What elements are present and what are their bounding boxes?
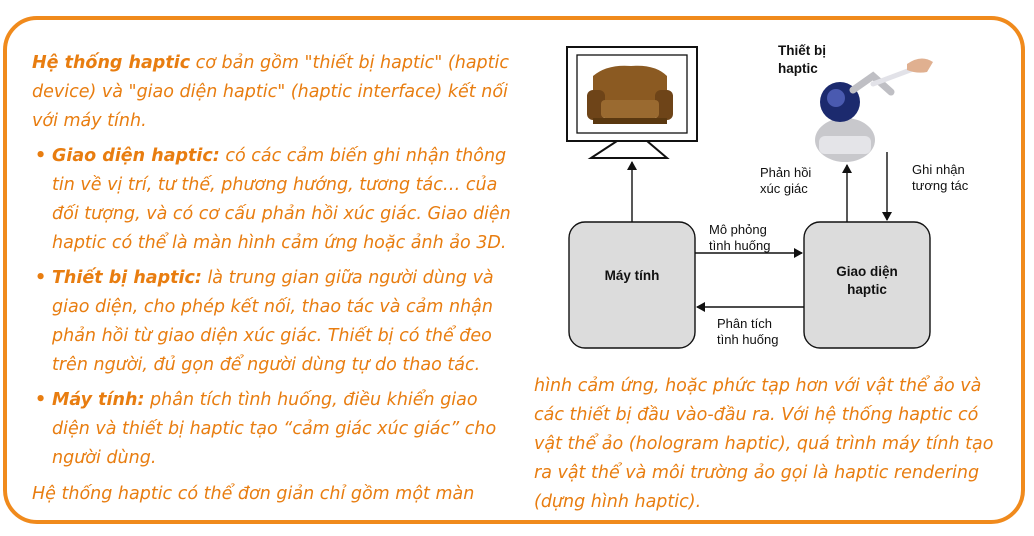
intro-paragraph	[32, 49, 512, 136]
feedback-label-line1: Phản hồi	[760, 165, 812, 180]
bullet-item-device	[32, 264, 512, 380]
simulate-label-line2: tình huống	[709, 238, 771, 253]
bullet-dot: •	[35, 146, 47, 166]
device-label-line2: haptic	[778, 61, 818, 76]
computer-box	[569, 222, 695, 348]
closing-right-text: hình cảm ứng, hoặc phức tạp hơn với vật thể ảo và các thiết bị đầu vào-đầu ra. Với hệ thống haptic có vật thể ảo (hologram haptic), quá trình máy tính tạo ra vật thể và môi trường ảo gọi là haptic rendering (dựng hình haptic).	[534, 376, 994, 512]
record-label-line1: Ghi nhận	[912, 162, 965, 177]
simulate-label-line1: Mô phỏng	[709, 222, 767, 237]
haptic-device-icon	[815, 58, 933, 162]
interface-label-line1: Giao diện	[836, 264, 898, 279]
haptic-system-diagram	[555, 40, 1025, 360]
left-column	[32, 49, 512, 473]
interface-label-line2: haptic	[847, 282, 887, 297]
closing-left-text: Hệ thống haptic có thể đơn giản chỉ gồm một màn	[32, 484, 475, 504]
record-label-line2: tương tác	[912, 178, 969, 193]
bullet-term: Máy tính:	[52, 390, 145, 410]
intro-term: Hệ thống haptic	[32, 53, 191, 73]
bullet-dot: •	[35, 268, 47, 288]
intro-text: cơ bản gồm "thiết bị haptic" (haptic device) và "giao diện haptic" (haptic interface) kết nối với máy tính.	[32, 53, 510, 131]
bullet-term: Giao diện haptic:	[52, 146, 220, 166]
bullet-text: phân tích tình huống, điều khiển giao diện và thiết bị haptic tạo “cảm giác xúc giác” cho người dùng.	[52, 390, 497, 468]
bullet-list	[32, 142, 512, 473]
computer-label: Máy tính	[604, 268, 660, 283]
bullet-dot: •	[35, 390, 47, 410]
bullet-text: là trung gian giữa người dùng và giao diện, cho phép kết nối, thao tác và cảm nhận phản hồi từ giao diện xúc giác. Thiết bị có thể đeo trên người, đủ gọn để người dùng tự do thao tác.	[52, 268, 494, 375]
bullet-item-interface	[32, 142, 512, 258]
bullet-term: Thiết bị haptic:	[52, 268, 202, 288]
analyze-label-line2: tình huống	[717, 332, 779, 347]
analyze-label-line1: Phân tích	[717, 316, 772, 331]
bullet-text: có các cảm biến ghi nhận thông tin về vị trí, tư thế, phương hướng, tương tác… của đối tượng, và có cơ cấu phản hồi xúc giác. Giao diện haptic có thể là màn hình cảm ứng hoặc ảnh ảo 3D.	[52, 146, 511, 253]
device-label-line1: Thiết bị	[778, 43, 826, 58]
bullet-item-computer	[32, 386, 512, 473]
sofa-icon	[587, 66, 673, 124]
feedback-label-line2: xúc giác	[760, 181, 808, 196]
